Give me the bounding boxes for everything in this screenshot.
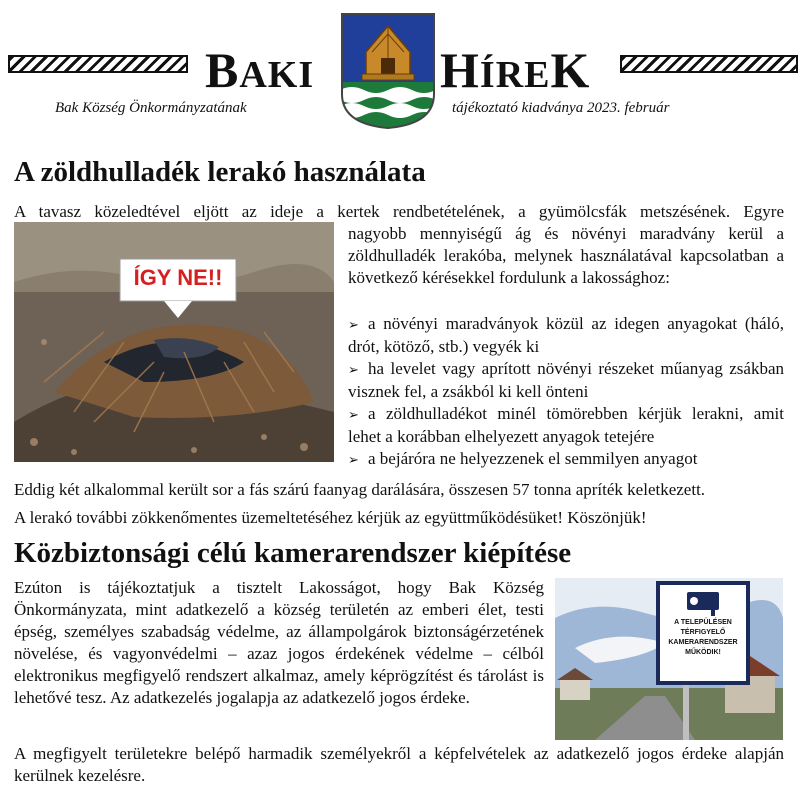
masthead-title-hirek: HÍREK xyxy=(440,42,591,98)
arrow-bullet-icon: ➢ xyxy=(348,407,359,422)
masthead-subtitle-right: tájékoztató kiadványa 2023. február xyxy=(452,100,670,116)
list-item: ➢ a növényi maradványok közül az idegen anyagokat (háló, drót, kötöző, stb.) vegyék ki xyxy=(348,314,784,356)
photo-warning-label: ÍGY NE!! xyxy=(133,265,223,290)
masthead-rule-right xyxy=(620,55,798,73)
list-item: ➢ a zöldhulladékot minél tömörebben kérjük lerakni, amit lehet a korábban elhelyezett anyagok tetejére xyxy=(348,404,784,446)
list-item: ➢ a bejáróra ne helyezzenek el semmilyen anyagot xyxy=(348,448,784,471)
article1-paragraph-3: A lerakó további zökkenőmentes üzemeltetéséhez kérjük az együttműködésüket! Köszönjük! xyxy=(14,508,647,527)
arrow-bullet-icon: ➢ xyxy=(348,452,359,467)
camera-sign-photo xyxy=(555,578,783,740)
masthead-subtitle-left: Bak Község Önkormányzatának xyxy=(55,100,247,116)
article2-paragraph-2: A megfigyelt területekre belépő harmadik személyekről a képfelvételek az adatkezelő jogos érdeke alapján kerülnek kezelésre. xyxy=(14,744,784,785)
list-item: ➢ ha levelet vagy aprított növényi részeket műanyag zsákban visznek fel, a zsákból ki kell önteni xyxy=(348,359,784,401)
article1-intro-first-line: A tavasz közeledtével eljött az ideje a kertek rendbetételének, a gyümölcsfák metszésének. Egyre xyxy=(14,202,784,221)
article1-intro-rest: nagyobb mennyiségű ág és növényi maradvány kerül a zöldhulladék lerakóba, melynek használatával kapcsolatban a következő kérésekkel fordulunk a lakossághoz: xyxy=(348,224,784,287)
article1-paragraph-2: Eddig két alkalommal került sor a fás szárú faanyag darálására, összesen 57 tonna apríték keletkezett. xyxy=(14,480,706,499)
article-title-camera-system: Közbiztonsági célú kamerarendszer kiépítése xyxy=(14,537,572,569)
article2-paragraph-1: Ezúton is tájékoztatjuk a tisztelt Lakosságot, hogy Bak Község Önkormányzata, mint adatkezelő a község területén az emberi élet, testi épség, személyes szabadság védelme, az állampolgárok biztonságérzetének növelése, és vagyonvédelmi – azaz jogos érdekének védelme – célból elektronikus megfigyelő rendszert alkalmaz, amely képrögzítést és tárolást is lehetővé tesz. Az adatkezelés jogalapja az adatkezelő jogos érdeke. xyxy=(14,578,544,707)
masthead-rule-left xyxy=(8,55,188,73)
arrow-bullet-icon: ➢ xyxy=(348,317,359,332)
camera-sign-illustration xyxy=(555,578,783,740)
coat-of-arms-logo xyxy=(340,12,436,130)
masthead-title-baki: BAKI xyxy=(205,42,315,98)
article1-bullet-list xyxy=(348,313,784,471)
green-waste-illustration xyxy=(14,222,334,462)
article-title-green-waste: A zöldhulladék lerakó használata xyxy=(14,156,426,188)
arrow-bullet-icon: ➢ xyxy=(348,362,359,377)
camera-sign-text: A TELEPÜLÉSEN TÉRFIGYELŐ KAMERARENDSZER MŰKÖDIK! xyxy=(668,619,738,656)
green-waste-photo xyxy=(14,222,334,462)
